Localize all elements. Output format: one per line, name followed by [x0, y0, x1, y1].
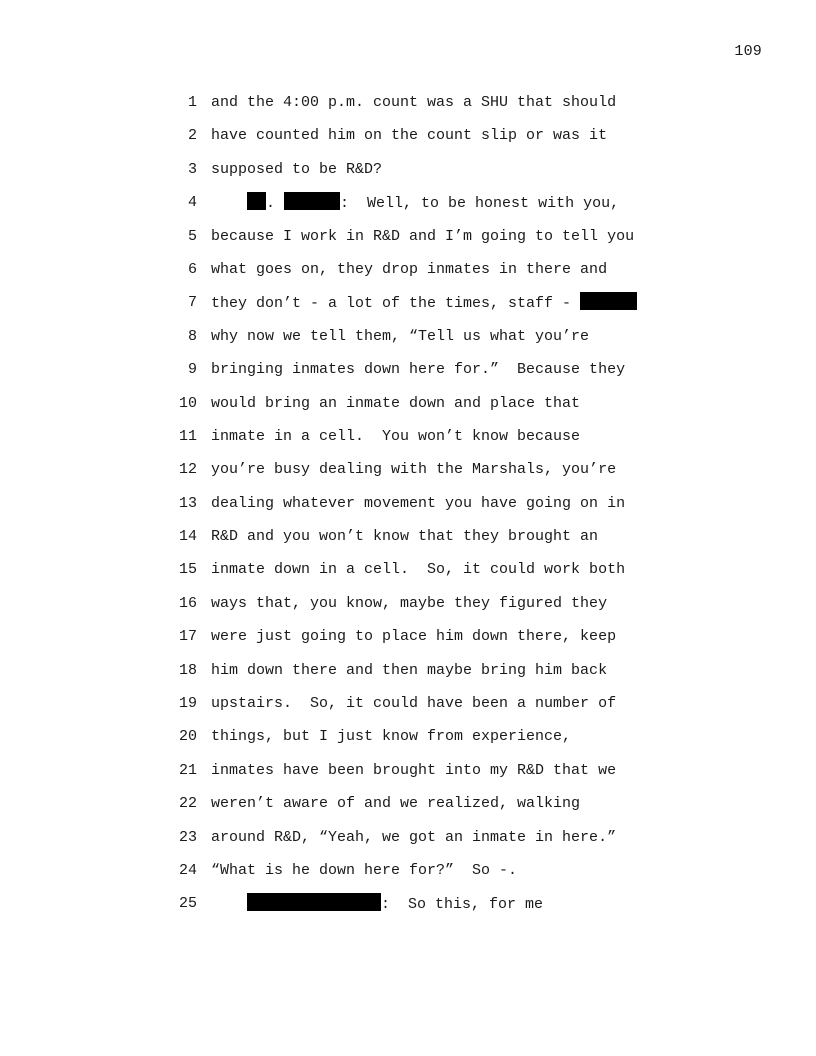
speaker-text: : So this, for me	[381, 896, 544, 914]
line-number: 14	[178, 528, 197, 546]
transcript-line	[0, 459, 816, 492]
transcript-line	[0, 426, 816, 459]
line-number: 21	[178, 761, 197, 779]
line-text: were just going to place him down there, keep	[211, 628, 617, 646]
line-number: 22	[178, 795, 197, 813]
line-number: 10	[178, 394, 197, 412]
transcript-line	[0, 493, 816, 526]
line-text: weren’t aware of and we realized, walking	[211, 795, 581, 813]
transcript-line	[0, 192, 816, 225]
transcript-line	[0, 793, 816, 826]
transcript-line	[0, 693, 816, 726]
line-number: 9	[187, 361, 197, 379]
line-number: 20	[178, 728, 197, 746]
line-with-redaction	[211, 292, 637, 315]
transcript-line	[0, 827, 816, 860]
line-text: would bring an inmate down and place that	[211, 394, 581, 412]
line-text: what goes on, they drop inmates in there and	[211, 260, 608, 278]
transcript-line	[0, 125, 816, 158]
line-number: 6	[187, 260, 197, 278]
line-number: 11	[178, 427, 197, 445]
line-number: 13	[178, 494, 197, 512]
line-text: supposed to be R&D?	[211, 160, 383, 178]
transcript-line	[0, 893, 816, 926]
indent	[211, 896, 247, 913]
transcript-line	[0, 760, 816, 793]
redaction-box	[580, 292, 637, 310]
line-text: they don’t - a lot of the times, staff -	[211, 295, 581, 313]
line-text: inmates have been brought into my R&D that we	[211, 761, 617, 779]
line-text: and the 4:00 p.m. count was a SHU that should	[211, 94, 617, 111]
transcript-line	[0, 860, 816, 893]
line-text: R&D and you won’t know that they brought an	[211, 528, 599, 546]
line-number: 2	[187, 127, 197, 145]
line-text: him down there and then maybe bring him back	[211, 661, 608, 679]
line-number: 7	[187, 294, 197, 312]
transcript-line	[0, 526, 816, 559]
line-text: because I work in R&D and I’m going to tell you	[211, 227, 635, 245]
line-number: 19	[178, 695, 197, 713]
transcript-line	[0, 593, 816, 626]
line-number: 15	[178, 561, 197, 579]
line-number: 25	[178, 895, 197, 913]
line-text: have counted him on the count slip or was it	[211, 127, 608, 145]
transcript-line	[0, 359, 816, 392]
line-number: 1	[187, 94, 197, 111]
speaker-line	[211, 893, 543, 916]
speaker-text: : Well, to be honest with you,	[340, 195, 620, 213]
line-text: things, but I just know from experience,	[211, 728, 572, 746]
line-number: 3	[187, 160, 197, 178]
transcript-line	[0, 726, 816, 759]
transcript-line	[0, 226, 816, 259]
speaker-separator: .	[266, 195, 285, 213]
transcript-line	[0, 326, 816, 359]
redaction-box	[247, 893, 381, 911]
line-number: 5	[187, 227, 197, 245]
indent	[211, 195, 247, 212]
line-number: 24	[178, 861, 197, 879]
line-number: 23	[178, 828, 197, 846]
transcript-line	[0, 660, 816, 693]
transcript-line	[0, 159, 816, 192]
line-number: 12	[178, 461, 197, 479]
page-number: 109	[734, 43, 762, 60]
line-text: around R&D, “Yeah, we got an inmate in here.”	[211, 828, 617, 846]
line-number: 16	[178, 594, 197, 612]
line-text: why now we tell them, “Tell us what you’re	[211, 327, 590, 345]
transcript-line	[0, 559, 816, 592]
transcript-line	[0, 393, 816, 426]
line-number: 18	[178, 661, 197, 679]
transcript-line	[0, 92, 816, 125]
transcript-line	[0, 626, 816, 659]
line-text: dealing whatever movement you have going on in	[211, 494, 626, 512]
redaction-box	[247, 192, 266, 210]
line-text: ways that, you know, maybe they figured they	[211, 594, 608, 612]
transcript-line	[0, 259, 816, 292]
line-text: upstairs. So, it could have been a number of	[211, 695, 617, 713]
redaction-box	[284, 192, 340, 210]
line-number: 8	[187, 327, 197, 345]
line-number: 4	[187, 194, 197, 212]
transcript-body	[0, 92, 816, 927]
line-text: you’re busy dealing with the Marshals, you’re	[211, 461, 617, 479]
line-text: “What is he down here for?” So -.	[211, 861, 518, 879]
transcript-line	[0, 292, 816, 325]
speaker-line	[211, 192, 619, 215]
line-text: bringing inmates down here for.” Because they	[211, 361, 626, 379]
line-text: inmate in a cell. You won’t know because	[211, 427, 581, 445]
line-text: inmate down in a cell. So, it could work both	[211, 561, 626, 579]
line-number: 17	[178, 628, 197, 646]
